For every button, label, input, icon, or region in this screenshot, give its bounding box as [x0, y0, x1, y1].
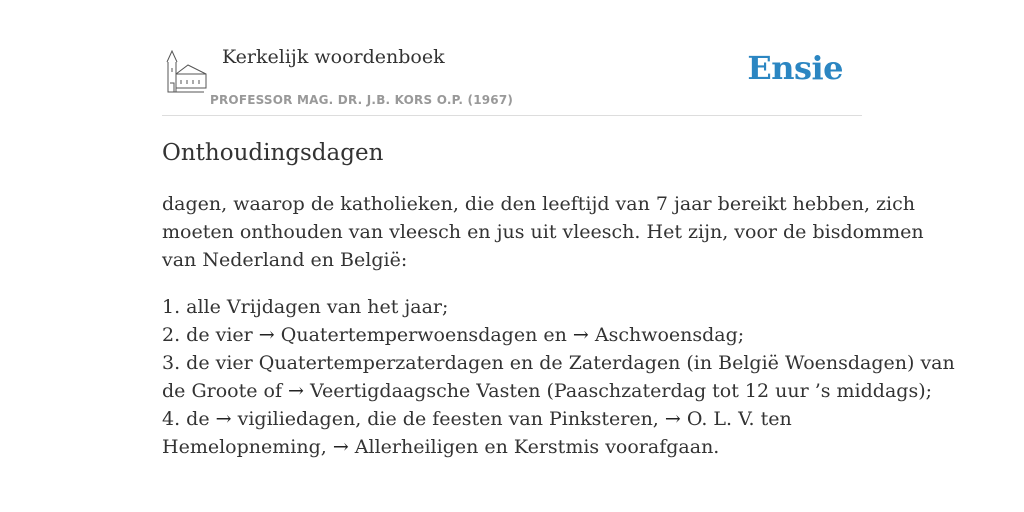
list-text: en [537, 324, 573, 346]
crossref-link[interactable]: Aschwoensdag [594, 324, 738, 346]
arrow-icon: → [332, 436, 349, 458]
crossref-link[interactable]: O. L. V. ten [686, 408, 792, 430]
list-item: 1. alle Vrijdagen van het jaar; [162, 296, 449, 318]
dictionary-title[interactable]: Kerkelijk woordenboek [222, 46, 445, 68]
list-item [162, 321, 862, 349]
intro-line: moeten onthouden van vleesch en jus uit vleesch. Het zijn, voor de bisdommen [162, 221, 924, 243]
list-item: 3. de vier Quatertemperzaterdagen en de Zaterdagen (in België Woensdagen) van [162, 352, 955, 374]
entry-body [162, 190, 955, 461]
list-text: 4. de [162, 408, 216, 430]
entry-page [162, 40, 955, 461]
church-icon [164, 50, 208, 94]
list-item [162, 433, 862, 461]
crossref-link[interactable]: Hemelopneming [162, 436, 321, 458]
list-item [162, 377, 933, 405]
brand-logo[interactable]: Ensie [747, 49, 843, 87]
crossref-link[interactable]: Veertigdaagsche Vasten [309, 380, 541, 402]
arrow-icon: → [572, 324, 589, 346]
intro-line: van Nederland en België: [162, 249, 408, 271]
list-text: en Kerstmis voorafgaan. [478, 436, 720, 458]
author-line: PROFESSOR MAG. DR. J.B. KORS O.P. (1967) [210, 93, 514, 107]
list-text: , [320, 436, 333, 458]
entry-intro [162, 190, 924, 274]
list-item [162, 405, 862, 433]
arrow-icon: → [215, 408, 232, 430]
crossref-link[interactable]: Allerheiligen [354, 436, 479, 458]
list-text: , die de feesten van Pinksteren, [355, 408, 665, 430]
list-text: 2. de vier [162, 324, 259, 346]
header [162, 40, 862, 116]
crossref-link[interactable]: Quatertemperwoensdagen [280, 324, 538, 346]
entry-title: Onthoudingsdagen [162, 140, 384, 166]
list-text: ; [737, 324, 745, 346]
intro-line: dagen, waarop de katholieken, die den leeftijd van 7 jaar bereikt hebben, zich [162, 193, 915, 215]
arrow-icon: → [258, 324, 275, 346]
list-text: (Paaschzaterdag tot 12 uur ’s middags); [540, 380, 933, 402]
list-text: de Groote of [162, 380, 289, 402]
crossref-link[interactable]: vigiliedagen [237, 408, 356, 430]
arrow-icon: → [664, 408, 681, 430]
arrow-icon: → [288, 380, 304, 402]
entry-list [162, 293, 955, 461]
